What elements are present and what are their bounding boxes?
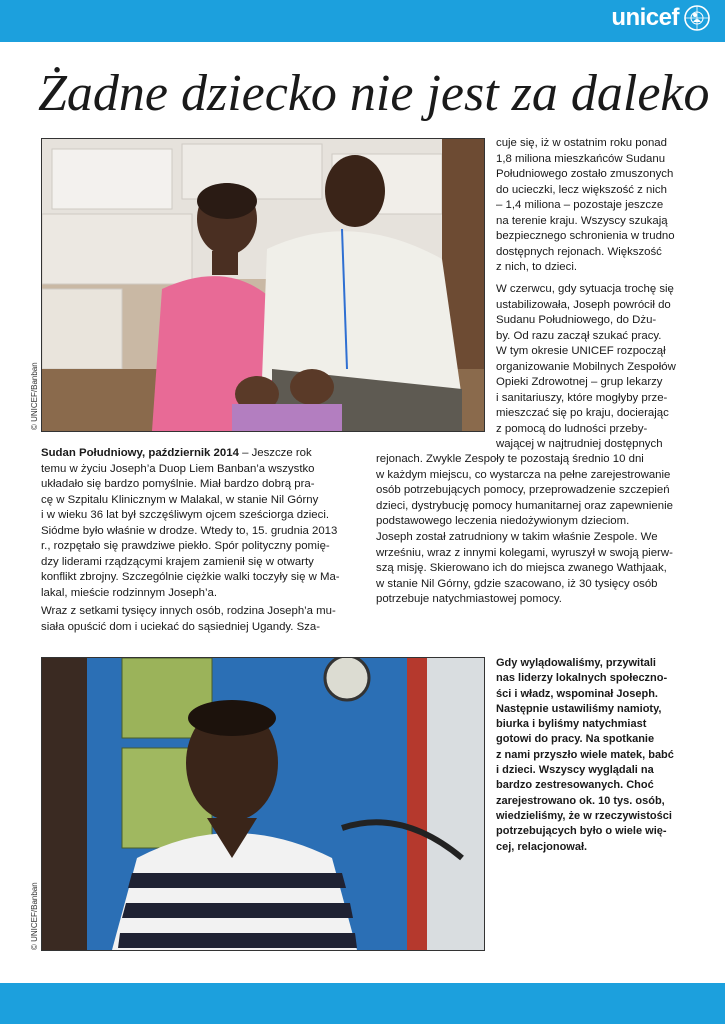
text-line: Gdy wylądowaliśmy, przywitali [496,657,656,669]
text-line: – 1,4 miliona – pozostaje jeszcze [496,199,664,211]
text-line: z nich, to dzieci. [496,261,578,273]
text-line: dostępnych rejonach. Większość [496,245,662,258]
text-line: zarejestrowano ok. 10 tys. osób, [496,794,665,807]
text-line: dzieci, dystrybucję pomocy humanitarnej oraz zapewnienie [376,499,673,512]
text-line: Południowego zostało zmuszonych [496,168,674,180]
text-line: bezpiecznego schronienia w trudno [496,230,675,242]
text-line: ści i władz, wspominał Joseph. [496,687,658,700]
text-line: konflikt zbrojny. Szczególnie ciężkie walki toczyły się w Ma- [41,571,340,583]
text-line: W tym okresie UNICEF rozpoczął [496,345,666,357]
text-line: Siódme było właśnie w drodze. Wtedy to, 15. grudnia 2013 [41,524,338,537]
text-line: siała opuścić dom i uciekać do sąsiedniej Ugandy. Sza- [41,620,321,633]
photo-credit-1: © UNICEF/Banban [30,362,39,430]
text-line: cej, relacjonował. [496,840,588,853]
text-line: wającej w najtrudniej dostępnych [496,438,663,450]
text-line: gotowi do pracy. Na spotkanie [496,733,655,746]
text-line: i w wieku 36 lat był szczęśliwym ojcem sześciorga dzieci. [41,509,330,521]
text-line: dzy liderami rządzącymi krajem zamienił się w otwarty [41,555,314,568]
text-line: r., rozpętało się prawdziwe piekło. Spór polityczny pomię- [41,540,330,552]
text-line: cuje się, iż w ostatnim roku ponad [496,137,667,149]
headline: Żadne dziecko nie jest za daleko [38,65,710,122]
dateline: Sudan Południowy, październik 2014 [41,447,239,459]
text-line: Joseph został zatrudniony w takim właśnie Zespole. We [376,531,658,543]
text-line: osób potrzebujących pomocy, przeprowadzenie szczepień [376,484,670,496]
text-line: temu w życiu Joseph’a Duop Liem Banban’a wszystko [41,462,315,475]
unicef-logo [611,4,711,32]
text-line: potrzebujących było o wiele wię- [496,825,667,838]
text-line: potrzebuje natychmiastowej pomocy. [376,593,562,605]
text-line-first-rest: – Jeszcze rok [238,447,312,459]
text-line-first [41,446,361,462]
text-line: w stanie Nil Górny, gdzie szacowano, iż 30 tysięcy osób [376,577,658,590]
top-banner [0,0,725,42]
left-column-paragraph-1 [41,446,361,601]
text-line: do ucieczki, lecz większość z nich [496,183,667,196]
text-line: rejonach. Zwykle Zespoły te pozostają średnio 10 dni [376,453,644,465]
right-column-paragraph-1 [496,136,701,276]
right-column-paragraph-4 [376,530,706,608]
text-line: W czerwcu, gdy sytuacja trochę się [496,283,674,295]
photo-man-portrait [41,657,485,951]
photo-credit-2: © UNICEF/Banban [30,882,39,950]
text-line: Następnie ustawiliśmy namioty, [496,702,662,715]
text-line: z nami przyszło wiele matek, babć [496,748,674,761]
quote-block [496,656,706,855]
text-line: 1,8 miliona mieszkańców Sudanu [496,152,666,165]
text-line: ustabilizowała, Joseph powrócił do [496,298,671,311]
logo-text: unicef [611,4,679,31]
text-line: organizowanie Mobilnych Zespołów [496,360,676,373]
left-column-paragraph-2 [41,604,361,635]
text-line: na terenie kraju. Wszyscy szukają [496,214,668,227]
text-line: wrześniu, wraz z innymi kolegami, wyruszył w swoją pierw- [376,546,673,559]
text-line: Wraz z setkami tysięcy innych osób, rodzina Joseph’a mu- [41,605,336,617]
unicef-emblem-icon [683,4,711,32]
photo-man-portrait-icon [42,658,484,950]
text-line: by. Od razu zaczął szukać pracy. [496,329,662,342]
right-column-paragraph-3 [376,452,706,530]
text-line: szą misję. Skierowano ich do miejsca zwanego Wathjaak, [376,562,667,574]
text-line: w każdym miejscu, co wystarcza na pełne zarejestrowanie [376,468,671,481]
photo-mother-aid-worker [41,138,485,432]
text-line: wiedzieliśmy, że w rzeczywistości [496,809,672,822]
photo-mother-children-aid-worker-icon [42,139,484,431]
text-line: z pomocą do ludności przeby- [496,422,648,435]
bottom-banner [0,983,725,1024]
right-column-paragraph-2 [496,282,701,453]
text-line: Opieki Zdrowotnej – grup lekarzy [496,376,663,388]
text-line: bardzo zestresowanych. Choć [496,779,654,792]
text-line: mieszczać się po kraju, docierając [496,407,669,419]
text-line: Sudanu Południowego, do Dżu- [496,314,657,326]
text-line: układało się bardzo pomyślnie. Miał bardzo dobrą pra- [41,478,315,490]
text-line: lakal, mieście rodzinnym Joseph’a. [41,586,217,599]
text-line: biurka i byliśmy natychmiast [496,718,647,731]
text-line: i dzieci. Wszyscy wyglądali na [496,764,654,777]
text-line: cę w Szpitalu Klinicznym w Malakal, w stanie Nil Górny [41,493,319,506]
text-line: i sanitariuszy, które mogłyby prze- [496,391,668,404]
text-line: podstawowego leczenia niedożywionym dzieciom. [376,515,630,527]
text-line: nas liderzy lokalnych społeczno- [496,672,668,685]
